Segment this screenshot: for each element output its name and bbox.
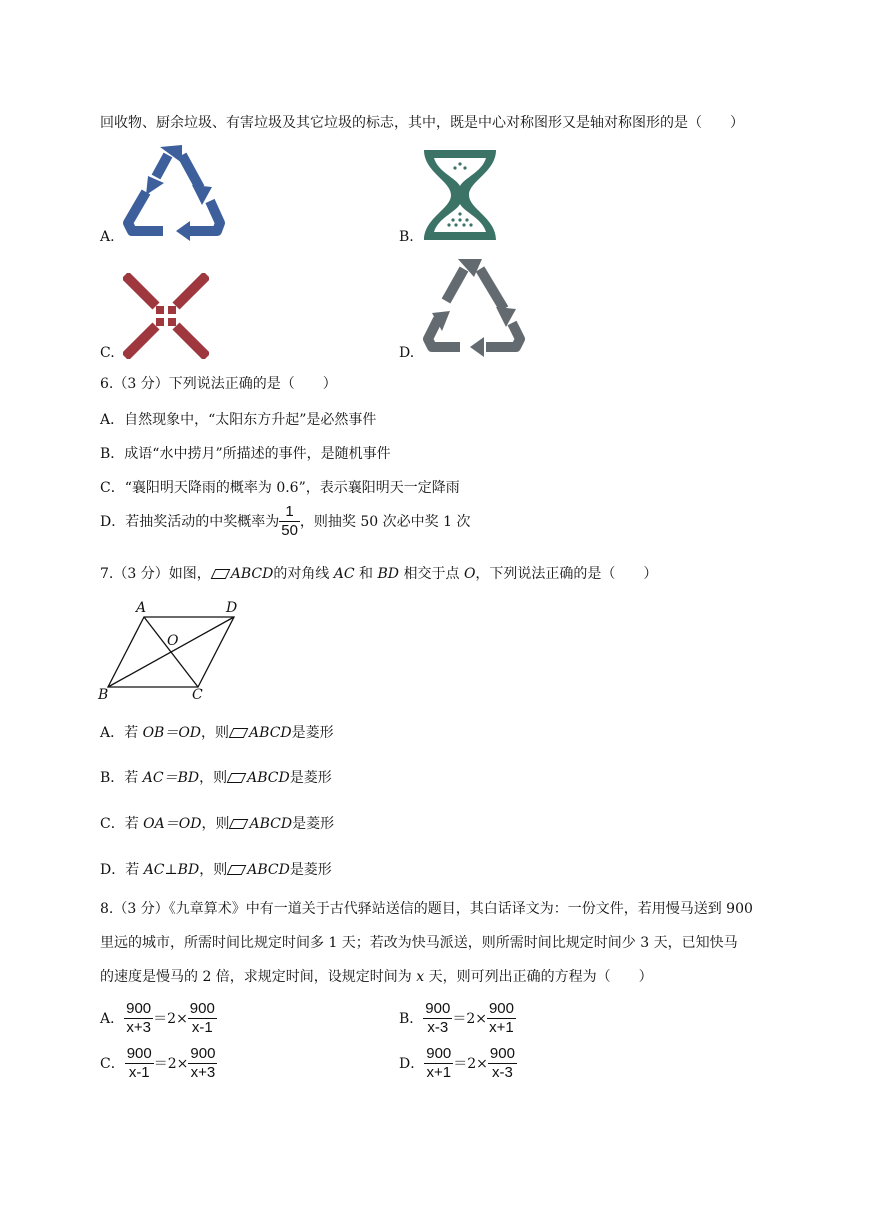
fraction-denominator: x+3	[126, 1018, 151, 1036]
parallelogram-figure	[96, 598, 246, 704]
fraction-denominator: 50	[281, 521, 298, 539]
option-condition: OB＝OD	[142, 725, 202, 741]
equation-fraction	[424, 1045, 453, 1082]
q6-option-d	[100, 496, 470, 546]
fraction-denominator: x-3	[427, 1018, 449, 1036]
option-label: C．	[100, 1056, 125, 1072]
option-tail: 是菱形	[292, 816, 335, 832]
option-shape: ABCD	[249, 725, 292, 741]
equation-fraction	[124, 1000, 153, 1037]
option-tail: 是菱形	[289, 770, 332, 786]
q7-option-d	[100, 859, 332, 879]
q5-option-a-label: A.	[100, 229, 115, 245]
option-label: D．若	[100, 862, 144, 878]
q5-stem: 回收物、厨余垃圾、有害垃圾及其它垃圾的标志，其中，既是中心对称图形又是轴对称图形的是（ ）	[100, 115, 744, 131]
fraction-numerator: 900	[489, 1044, 515, 1062]
option-shape: ABCD	[247, 770, 290, 786]
q8-stem-line3	[100, 966, 653, 986]
q8-option-d	[399, 1041, 517, 1085]
fraction-numerator: 900	[126, 999, 152, 1017]
q8-variable: x	[416, 969, 425, 985]
q8-stem-line2: 里远的城市，所需时间比规定时间多 1 天；若改为快马派送，则所需时间比规定时间少 3 天，已知快马	[100, 935, 738, 951]
equation-fraction	[423, 1000, 452, 1037]
q7-option-a	[100, 722, 334, 742]
equation-operator: ＝2×	[153, 1056, 189, 1072]
q8-text: 天，则可列出正确的方程为（ ）	[424, 969, 653, 985]
fraction-numerator: 900	[189, 999, 215, 1017]
q6-option-d-tail: ，则抽奖 50 次必中奖 1 次	[299, 514, 471, 530]
q8-option-a	[100, 996, 217, 1040]
q7-option-b	[100, 767, 332, 787]
option-condition: OA＝OD	[143, 816, 202, 832]
fraction-numerator: 900	[426, 1044, 452, 1062]
vertex-c-label: C	[192, 687, 203, 703]
vertex-d-label: D	[226, 600, 238, 616]
option-text: ，则	[201, 725, 230, 741]
q6-option-b: B．成语“水中捞月”所描述的事件，是随机事件	[100, 446, 391, 462]
fraction-denominator: x+1	[426, 1063, 452, 1081]
vertex-a-label: A	[136, 600, 147, 616]
probability-fraction	[279, 503, 300, 540]
q8-text: 的速度是慢马的 2 倍，求规定时间，设规定时间为	[100, 969, 417, 985]
q7-o: O	[463, 566, 476, 582]
fraction-denominator: x+3	[190, 1063, 216, 1081]
equation-operator: ＝2×	[453, 1056, 488, 1072]
q6-option-d-text: D．若抽奖活动的中奖概率为	[100, 514, 280, 530]
q8-stem-line1: 8.（3 分）《九章算术》中有一道关于古代驿站送信的题目，其白话译文为：一份文件，若用慢马送到 900	[100, 901, 753, 917]
vertex-b-label: B	[98, 687, 109, 703]
q7-text: 的对角线	[273, 566, 334, 582]
equation-fraction	[188, 1045, 217, 1082]
q7-number: 7.（3 分）如图，	[100, 566, 211, 582]
option-condition: AC＝BD	[142, 770, 200, 786]
q6-option-c: C．“襄阳明天降雨的概率为 0.6”，表示襄阳明天一定降雨	[100, 480, 460, 496]
option-tail: 是菱形	[289, 862, 332, 878]
option-label: C．若	[100, 816, 144, 832]
option-tail: 是菱形	[291, 725, 334, 741]
fraction-numerator: 900	[425, 999, 451, 1017]
q5-option-b-label: B.	[399, 229, 414, 245]
option-text: ，则	[199, 770, 228, 786]
parallelogram-symbol	[210, 569, 230, 579]
parallelogram-symbol	[227, 865, 247, 875]
equation-fraction	[188, 1000, 217, 1037]
q8-option-b	[399, 996, 516, 1040]
fraction-numerator: 1	[279, 503, 300, 522]
option-shape: ABCD	[247, 862, 290, 878]
q8-option-c	[100, 1041, 217, 1085]
option-label: B．	[399, 1011, 424, 1027]
fraction-numerator: 900	[126, 1044, 152, 1062]
option-shape: ABCD	[249, 816, 293, 832]
equation-operator: ＝2×	[153, 1011, 188, 1027]
q7-text: 相交于点	[399, 566, 464, 582]
option-text: ，则	[201, 816, 230, 832]
q5-option-d-label: D.	[399, 345, 415, 361]
q7-option-c	[100, 813, 334, 833]
equation-fraction	[488, 1045, 517, 1082]
center-o-label: O	[167, 633, 179, 649]
q7-text: ，下列说法正确的是（ ）	[475, 566, 658, 582]
option-label: A．	[100, 1011, 125, 1027]
q7-shape-name: ABCD	[230, 566, 274, 582]
fraction-denominator: x-3	[492, 1063, 513, 1081]
q7-stem	[100, 563, 657, 583]
option-label: B．若	[100, 770, 143, 786]
fraction-denominator: x+1	[489, 1018, 514, 1036]
fraction-denominator: x-1	[191, 1018, 213, 1036]
parallelogram-symbol	[229, 819, 249, 829]
fraction-numerator: 900	[190, 1044, 216, 1062]
q7-text: 和	[354, 566, 378, 582]
option-text: ，则	[199, 862, 228, 878]
hourglass-icon	[422, 148, 498, 242]
parallelogram-symbol	[227, 773, 247, 783]
parallelogram-symbol	[229, 728, 249, 738]
option-label: D．	[399, 1056, 425, 1072]
equation-fraction	[487, 1000, 516, 1037]
option-condition: AC⊥BD	[143, 862, 200, 878]
q7-ac: AC	[333, 566, 355, 582]
recycle-triangle-icon	[120, 143, 230, 241]
equation-fraction	[125, 1045, 154, 1082]
fraction-numerator: 900	[488, 999, 514, 1017]
q6-stem: 6.（3 分）下列说法正确的是（ ）	[100, 376, 337, 392]
option-label: A．若	[100, 725, 143, 741]
q6-option-a: A．自然现象中，“太阳东方升起”是必然事件	[100, 412, 377, 428]
fraction-denominator: x-1	[128, 1063, 150, 1081]
q7-bd: BD	[377, 566, 400, 582]
harmful-waste-x-icon	[123, 273, 209, 359]
q5-option-c-label: C.	[100, 345, 115, 361]
equation-operator: ＝2×	[452, 1011, 487, 1027]
other-waste-triangle-icon	[420, 255, 526, 359]
